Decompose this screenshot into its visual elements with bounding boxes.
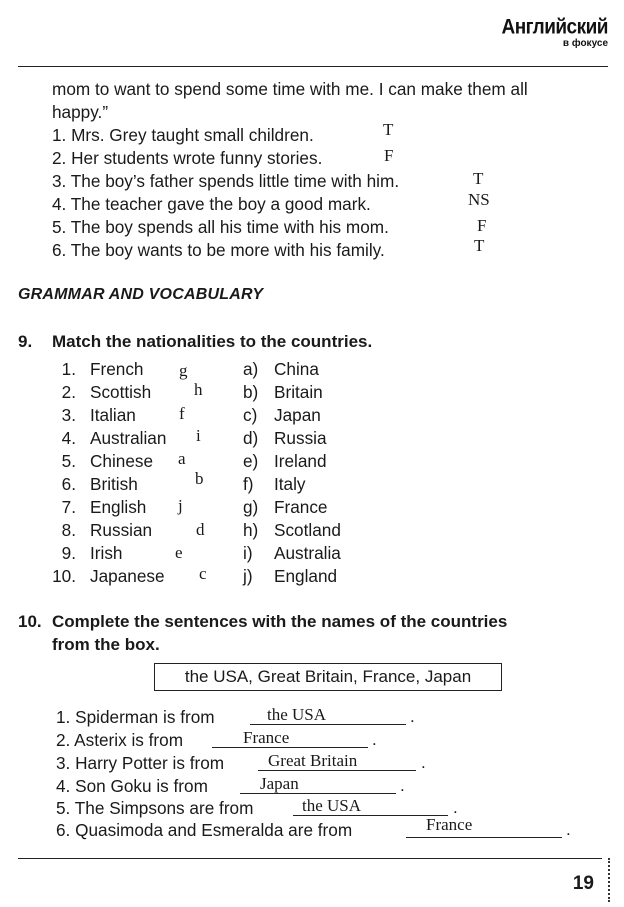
match-country: England <box>274 566 338 586</box>
sentence: 5. The Simpsons are from <box>56 798 254 818</box>
word-box: the USA, Great Britain, France, Japan <box>154 663 502 691</box>
match-nationality: English <box>90 497 147 517</box>
task-number: 10. <box>18 612 42 631</box>
period: . <box>400 776 405 795</box>
statement: 1. Mrs. Grey taught small children. <box>52 125 314 145</box>
sentence: 1. Spiderman is from <box>56 707 215 727</box>
logo <box>501 15 608 49</box>
match-letter: a) <box>243 359 259 379</box>
handwritten-answer: T <box>474 236 485 255</box>
match-letter: b) <box>243 382 259 402</box>
match-nationality: British <box>90 474 138 494</box>
match-letter: i) <box>243 543 253 563</box>
match-num: 2. <box>61 382 76 402</box>
header-rule <box>18 66 608 67</box>
match-letter: g) <box>243 497 259 517</box>
match-country: Scotland <box>274 520 341 540</box>
match-nationality: Chinese <box>90 451 154 471</box>
handwritten-answer: b <box>195 469 204 488</box>
match-country: Australia <box>274 543 341 563</box>
period: . <box>421 753 426 772</box>
handwritten-answer: F <box>384 146 394 165</box>
match-nationality: Scottish <box>90 382 152 402</box>
task-instruction: from the box. <box>52 635 160 654</box>
logo-subtitle: в фокусе <box>562 38 608 49</box>
match-country: China <box>274 359 319 379</box>
match-num: 8. <box>61 520 76 540</box>
match-letter: f) <box>243 474 254 494</box>
match-num: 6. <box>61 474 76 494</box>
reading-line: happy.” <box>52 102 109 122</box>
handwritten-answer: T <box>473 169 484 188</box>
handwritten-answer: c <box>199 564 207 583</box>
match-nationality: Russian <box>90 520 153 540</box>
handwritten-answer: j <box>178 496 183 515</box>
match-nationality: Japanese <box>90 566 165 586</box>
match-letter: d) <box>243 428 259 448</box>
match-num: 7. <box>61 497 76 517</box>
match-country: Russia <box>274 428 327 448</box>
handwritten-answer: d <box>196 520 205 539</box>
match-letter: j) <box>243 566 253 586</box>
match-nationality: Irish <box>90 543 123 563</box>
match-nationality: French <box>90 359 144 379</box>
match-letter: c) <box>243 405 258 425</box>
match-nationality: Australian <box>90 428 167 448</box>
match-letter: h) <box>243 520 259 540</box>
handwritten-answer: e <box>175 543 183 562</box>
handwritten-answer: the USA <box>267 705 327 724</box>
handwritten-answer: Japan <box>260 774 299 793</box>
statement: 2. Her students wrote funny stories. <box>52 148 323 168</box>
task-instruction: Match the nationalities to the countries. <box>52 332 373 351</box>
match-country: France <box>274 497 328 517</box>
period: . <box>372 730 377 749</box>
handwritten-answer: T <box>383 120 394 139</box>
period: . <box>453 798 458 817</box>
match-country: Japan <box>274 405 321 425</box>
match-num: 9. <box>61 543 76 563</box>
sentence: 4. Son Goku is from <box>56 776 208 796</box>
statement: 6. The boy wants to be more with his family. <box>52 240 385 260</box>
match-letter: e) <box>243 451 259 471</box>
handwritten-answer: NS <box>468 190 490 209</box>
section-title: GRAMMAR AND VOCABULARY <box>18 286 264 303</box>
match-num: 5. <box>61 451 76 471</box>
footer-rule <box>18 858 602 859</box>
match-country: Italy <box>274 474 306 494</box>
handwritten-answer: F <box>477 216 487 235</box>
page-edge-dots <box>608 858 612 902</box>
match-nationality: Italian <box>90 405 136 425</box>
match-country: Ireland <box>274 451 327 471</box>
answer-blank <box>212 747 368 748</box>
match-num: 3. <box>61 405 76 425</box>
match-num: 1. <box>61 359 76 379</box>
match-num: 10. <box>52 566 76 586</box>
reading-line: mom to want to spend some time with me. I can make them all <box>52 79 528 99</box>
sentence: 2. Asterix is from <box>56 730 184 750</box>
handwritten-answer: f <box>179 404 185 423</box>
handwritten-answer: g <box>179 361 188 380</box>
task-instruction: Complete the sentences with the names of the countries <box>52 612 508 631</box>
handwritten-answer: a <box>178 449 186 468</box>
handwritten-answer: h <box>194 380 203 399</box>
statement: 5. The boy spends all his time with his mom. <box>52 217 389 237</box>
statement: 4. The teacher gave the boy a good mark. <box>52 194 371 214</box>
logo-title: Английский <box>501 15 608 40</box>
statement: 3. The boy’s father spends little time with him. <box>52 171 400 191</box>
handwritten-answer: i <box>196 426 201 445</box>
sentence: 3. Harry Potter is from <box>56 753 225 773</box>
handwritten-answer: the USA <box>302 796 362 815</box>
answer-blank <box>406 837 562 838</box>
handwritten-answer: France <box>426 815 473 834</box>
task-number: 9. <box>18 332 33 351</box>
period: . <box>566 820 571 839</box>
handwritten-answer: Great Britain <box>268 751 358 770</box>
match-num: 4. <box>61 428 76 448</box>
match-country: Britain <box>274 382 323 402</box>
page-number: 19 <box>572 873 594 894</box>
sentence: 6. Quasimoda and Esmeralda are from <box>56 820 353 840</box>
handwritten-answer: France <box>243 728 290 747</box>
period: . <box>410 707 415 726</box>
